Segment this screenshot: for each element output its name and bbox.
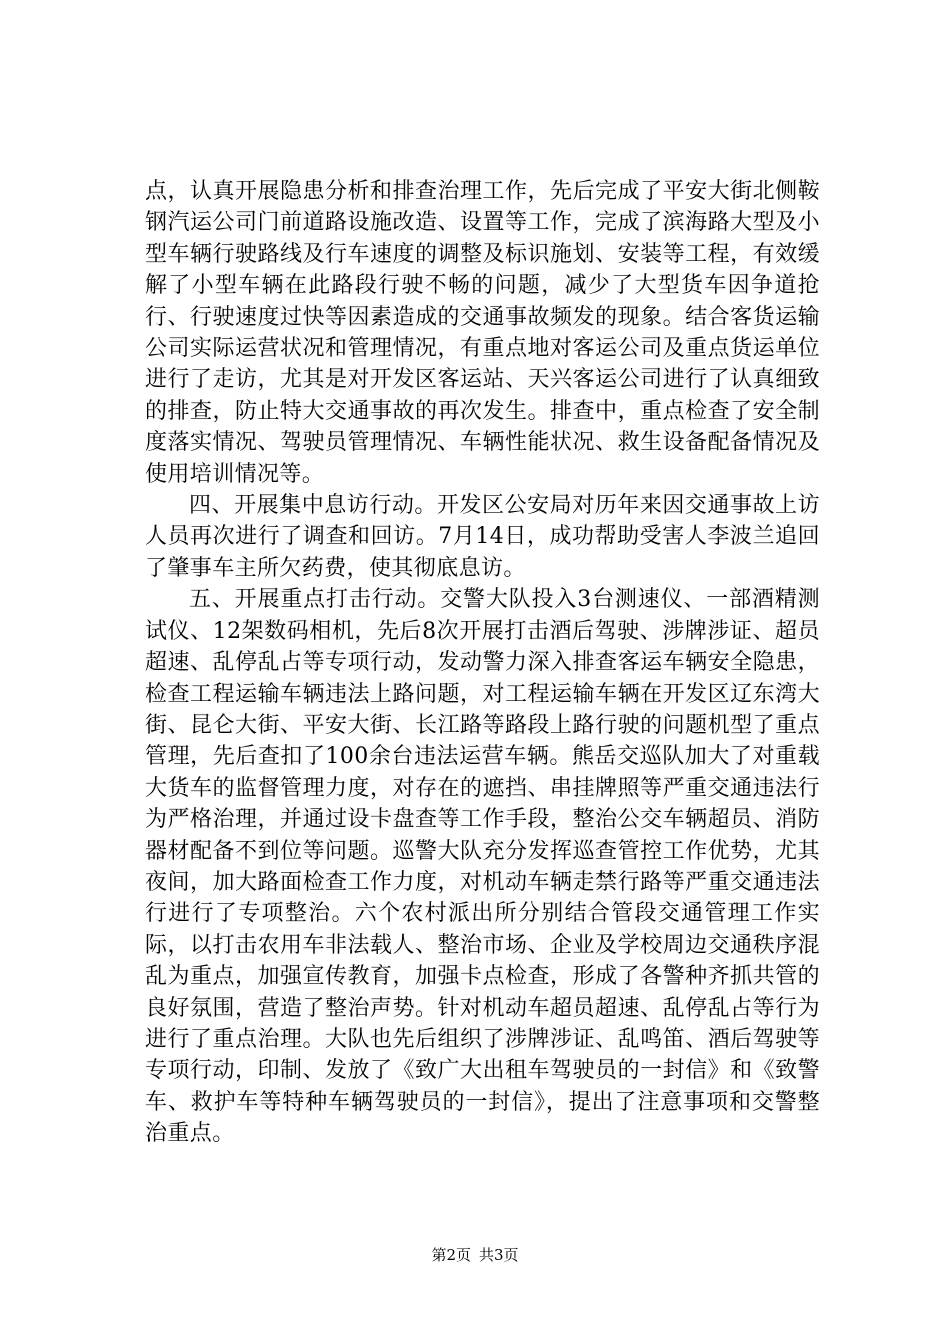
page-number-current: 第2页: [431, 1246, 471, 1264]
page-number-total: 共3页: [479, 1246, 519, 1264]
page-footer: [0, 1244, 950, 1265]
paragraph-section-five: 五、开展重点打击行动。交警大队投入3台测速仪、一部酒精测试仪、12架数码相机，先后8次开展打击酒后驾驶、涉牌涉证、超员超速、乱停乱占等专项行动，发动警力深入排查客运车辆安全隐患，检查工程运输车辆违法上路问题，对工程运输车辆在开发区辽东湾大街、昆仑大街、平安大街、长江路等路段上路行驶的问题机型了重点管理，先后查扣了100余台违法运营车辆。熊岳交巡队加大了对重载大货车的监督管理力度，对存在的遮挡、串挂牌照等严重交通违法行为严格治理，并通过设卡盘查等工作手段，整治公交车辆超员、消防器材配备不到位等问题。巡警大队充分发挥巡查管控工作优势，尤其夜间，加大路面检查工作力度，对机动车辆走禁行路等严重交通违法行进行了专项整治。六个农村派出所分别结合管段交通管理工作实际，以打击农用车非法载人、整治市场、企业及学校周边交通秩序混乱为重点，加强宣传教育，加强卡点检查，形成了各警种齐抓共管的良好氛围，营造了整治声势。针对机动车超员超速、乱停乱占等行为进行了重点治理。大队也先后组织了涉牌涉证、乱鸣笛、酒后驾驶等专项行动，印制、发放了《致广大出租车驾驶员的一封信》和《致警车、救护车等特种车辆驾驶员的一封信》，提出了注意事项和交警整治重点。: [145, 587, 820, 1147]
paragraph-continuation: 点，认真开展隐患分析和排查治理工作，先后完成了平安大街北侧鞍钢汽运公司门前道路设施改造、设置等工作，完成了滨海路大型及小型车辆行驶路线及行车速度的调整及标识施划、安装等工程，有效缓解了小型车辆在此路段行驶不畅的问题，减少了大型货车因争道抢行、行驶速度过快等因素造成的交通事故频发的现象。结合客货运输公司实际运营状况和管理情况，有重点地对客运公司及重点货运单位进行了走访，尤其是对开发区客运站、天兴客运公司进行了认真细致的排查，防止特大交通事故的再次发生。排查中，重点检查了安全制度落实情况、驾驶员管理情况、车辆性能状况、救生设备配备情况及使用培训情况等。: [145, 179, 820, 487]
paragraph-section-four: 四、开展集中息访行动。开发区公安局对历年来因交通事故上访人员再次进行了调查和回访。7月14日，成功帮助受害人李波兰追回了肇事车主所欠药费，使其彻底息访。: [145, 493, 820, 581]
document-body: [145, 176, 820, 1150]
